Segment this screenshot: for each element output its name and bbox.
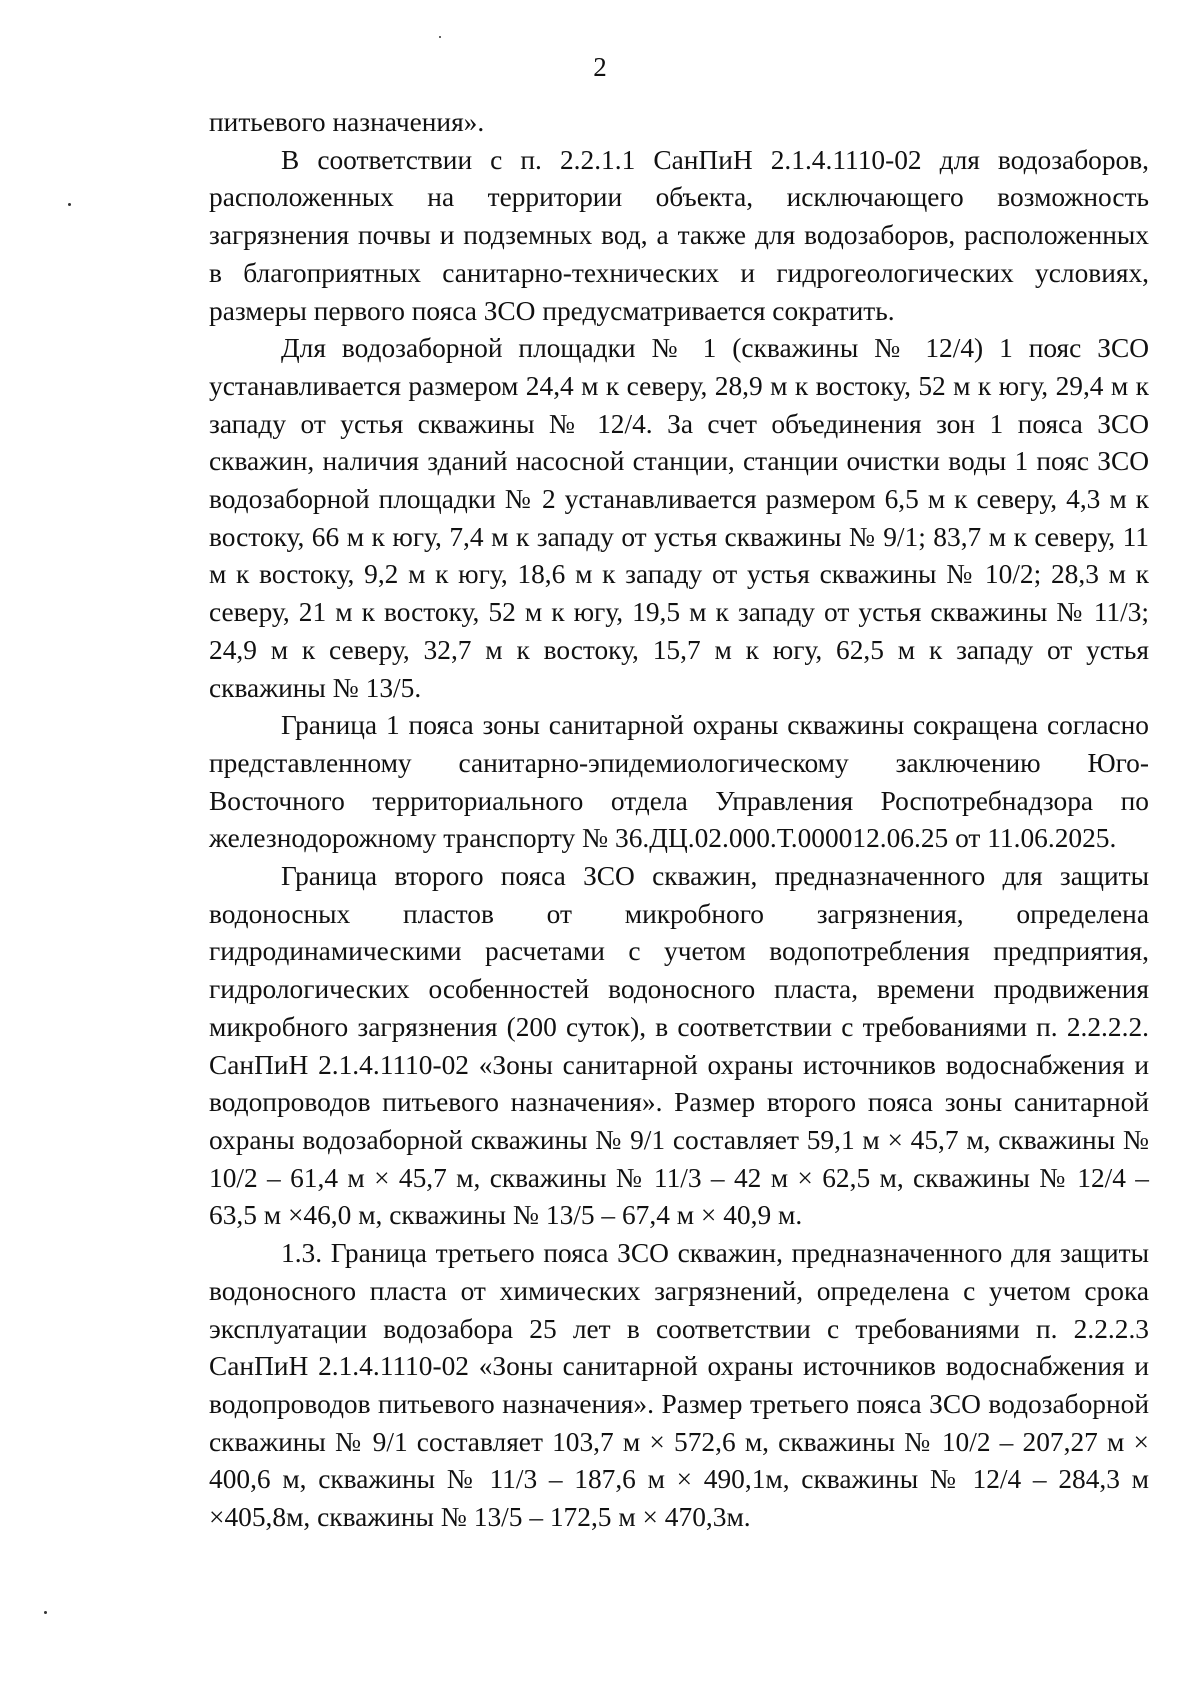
scan-speck [44, 1611, 47, 1614]
scan-speck [68, 203, 71, 206]
paragraph-zone-1-sizes: Для водозаборной площадки № 1 (скважины № 12/4) 1 пояс ЗСО устанавливается размером 24,4 м к северу, 28,9 м к востоку, 52 м к югу, 29,4 м к западу от устья скважины № 12/4. За счет объединения зон 1 пояса ЗСО скважин, наличия зданий насосной станции, станции очистки воды 1 пояс ЗСО водозаборной площадки № 2 устанавливается размером 6,5 м к северу, 4,3 м к востоку, 66 м к югу, 7,4 м к западу от устья скважины № 9/1; 83,7 м к северу, 11 м к востоку, 9,2 м к югу, 18,6 м к западу от устья скважины № 10/2; 28,3 м к северу, 21 м к востоку, 52 м к югу, 19,5 м к западу от устья скважины № 11/3; 24,9 м к северу, 32,7 м к востоку, 15,7 м к югу, 62,5 м к западу от устья скважины № 13/5. [209, 333, 1149, 703]
paragraph-zone-1-conclusion: Граница 1 пояса зоны санитарной охраны скважины сокращена согласно представленному санитарно-эпидемиологическому заключению Юго-Восточного территориального отдела Управления Роспотребнадзора по железнодорожному транспорту № 36.ДЦ.02.000.Т.000012.06.25 от 11.06.2025. [209, 710, 1149, 854]
paragraph-continuation: питьевого назначения». [209, 107, 485, 137]
paragraph-zone-2: Граница второго пояса ЗСО скважин, предназначенного для защиты водоносных пластов от микробного загрязнения, определена гидродинамическими расчетами с учетом водопотребления предприятия, гидрологических особенностей водоносного пласта, времени продвижения микробного загрязнения (200 суток), в соответствии с требованиями п. 2.2.2.2. СанПиН 2.1.4.1110-02 «Зоны санитарной охраны источников водоснабжения и водопроводов питьевого назначения». Размер второго пояса зоны санитарной охраны водозаборной скважины № 9/1 составляет 59,1 м × 45,7 м, скважины № 10/2 – 61,4 м × 45,7 м, скважины № 11/3 – 42 м × 62,5 м, скважины № 12/4 – 63,5 м ×46,0 м, скважины № 13/5 – 67,4 м × 40,9 м. [209, 861, 1149, 1231]
paragraph-zone-3: 1.3. Граница третьего пояса ЗСО скважин, предназначенного для защиты водоносного пласта от химических загрязнений, определена с учетом срока эксплуатации водозабора 25 лет в соответствии с требованиями п. 2.2.2.3 СанПиН 2.1.4.1110-02 «Зоны санитарной охраны источников водоснабжения и водопроводов питьевого назначения». Размер третьего пояса ЗСО водозаборной скважины № 9/1 составляет 103,7 м × 572,6 м, скважины № 10/2 – 207,27 м × 400,6 м, скважины № 11/3 – 187,6 м × 490,1м, скважины № 12/4 – 284,3 м ×405,8м, скважины № 13/5 – 172,5 м × 470,3м. [209, 1238, 1149, 1533]
paragraph-sanpin-reduction: В соответствии с п. 2.2.1.1 СанПиН 2.1.4.1110-02 для водозаборов, расположенных на территории объекта, исключающего возможность загрязнения почвы и подземных вод, а также для водозаборов, расположенных в благоприятных санитарно-технических и гидрогеологических условиях, размеры первого пояса ЗСО предусматривается сократить. [209, 144, 1149, 326]
scan-speck [439, 36, 441, 38]
document-body [209, 104, 1149, 1537]
page-number: 2 [593, 52, 607, 82]
